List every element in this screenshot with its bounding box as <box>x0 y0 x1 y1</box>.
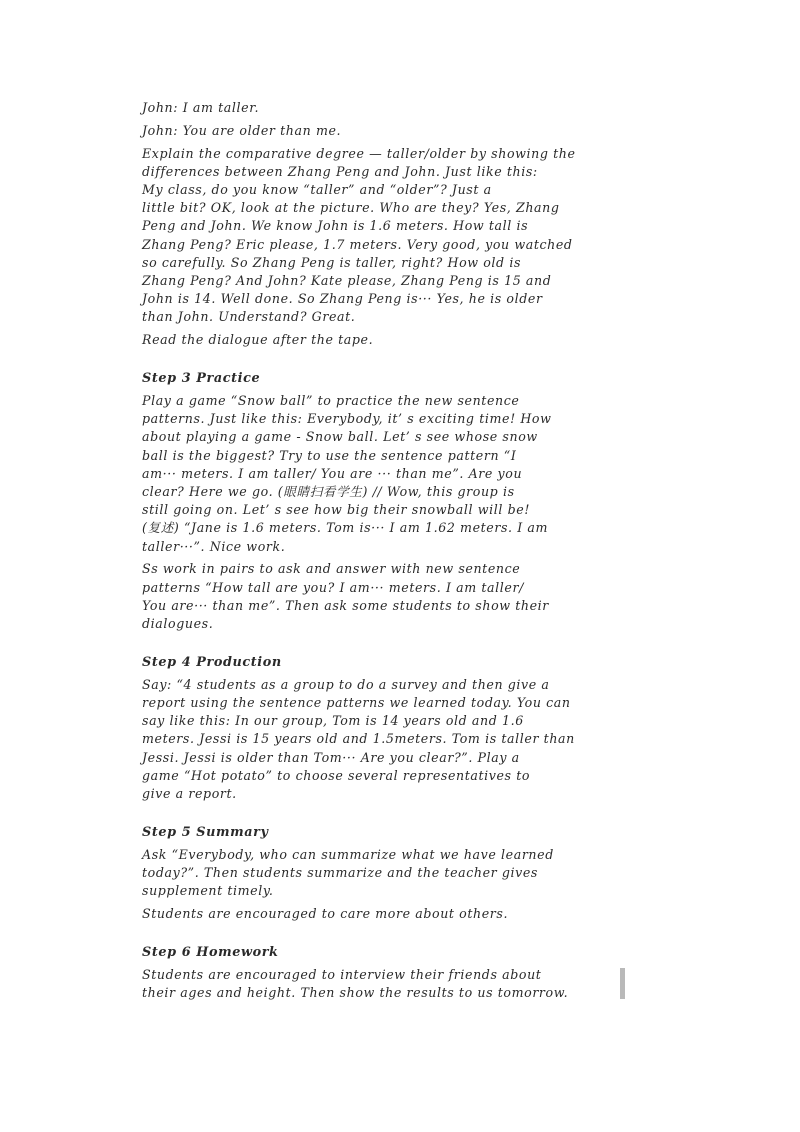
text-line: Zhang Peng? Eric please, 1.7 meters. Very good, you watched <box>142 236 573 252</box>
text-line: supplement timely. <box>142 883 274 899</box>
text-line: Ask “Everybody, who can summarize what we have learned <box>142 846 554 862</box>
text-line: ball is the biggest? Try to use the sentence pattern “I <box>142 447 517 463</box>
paragraph <box>142 846 612 901</box>
text-line: Jessi. Jessi is older than Tom··· Are you clear?”. Play a <box>142 749 520 765</box>
text-line: Say: “4 students as a group to do a survey and then give a <box>142 676 550 692</box>
paragraph <box>142 676 612 803</box>
text-line: report using the sentence patterns we learned today. You can <box>142 695 571 711</box>
text-line: Ss work in pairs to ask and answer with new sentence <box>142 561 521 577</box>
step6-heading: Step 6 Homework <box>142 944 279 960</box>
text-line: little bit? OK, look at the picture. Who are they? Yes, Zhang <box>142 200 560 216</box>
step-6-section <box>142 944 612 1002</box>
step-4-section <box>142 654 612 803</box>
text-line: Read the dialogue after the tape. <box>142 332 374 348</box>
step5-heading: Step 5 Summary <box>142 824 269 840</box>
text-line: am··· meters. I am taller/ You are ··· than me”. Are you <box>142 465 523 481</box>
text-line: about playing a game - Snow ball. Let’ s see whose snow <box>142 429 538 445</box>
text-line: meters. Jessi is 15 years old and 1.5meters. Tom is taller than <box>142 731 575 747</box>
scroll-marker <box>620 968 625 999</box>
text-line: their ages and height. Then show the results to us tomorrow. <box>142 985 569 1001</box>
document-body <box>142 99 612 1007</box>
step-3-section <box>142 370 612 633</box>
step-5-section <box>142 824 612 923</box>
text-line: Explain the comparative degree — taller/older by showing the <box>142 145 576 161</box>
text-line: John: I am taller. <box>142 100 260 115</box>
paragraph <box>142 145 612 327</box>
text-line: so carefully. So Zhang Peng is taller, right? How old is <box>142 254 522 270</box>
text-line: Students are encouraged to interview their friends about <box>142 966 542 982</box>
text-line: You are··· than me”. Then ask some students to show their <box>142 597 549 613</box>
text-line: patterns. Just like this: Everybody, it’ s exciting time! How <box>142 411 552 427</box>
paragraph <box>142 331 612 349</box>
text-line: game “Hot potato” to choose several representatives to <box>142 767 531 783</box>
text-line: Students are encouraged to care more about others. <box>142 906 509 922</box>
intro-section <box>142 99 612 349</box>
text-line: clear? Here we go. (眼睛扫看学生) // Wow, this group is <box>142 484 515 500</box>
text-line: than John. Understand? Great. <box>142 309 356 325</box>
paragraph <box>142 122 612 140</box>
paragraph <box>142 560 612 633</box>
paragraph <box>142 392 612 556</box>
text-line: taller···”. Nice work. <box>142 538 286 554</box>
text-line: today?”. Then students summarize and the teacher gives <box>142 865 538 881</box>
text-line: My class, do you know “taller” and “older”? Just a <box>142 182 492 197</box>
text-line: say like this: In our group, Tom is 14 years old and 1.6 <box>142 713 524 729</box>
text-line: (复述) “Jane is 1.6 meters. Tom is··· I am 1.62 meters. I am <box>142 520 549 536</box>
paragraph <box>142 966 612 1002</box>
step4-heading: Step 4 Production <box>142 654 282 670</box>
paragraph <box>142 99 612 117</box>
text-line: John: You are older than me. <box>142 122 342 138</box>
text-line: John is 14. Well done. So Zhang Peng is··· Yes, he is older <box>142 291 543 307</box>
text-line: patterns “How tall are you? I am··· meters. I am taller/ <box>142 579 524 595</box>
paragraph <box>142 905 612 923</box>
text-line: Zhang Peng? And John? Kate please, Zhang Peng is 15 and <box>142 273 552 289</box>
text-line: give a report. <box>142 786 237 802</box>
text-line: dialogues. <box>142 616 214 632</box>
text-line: differences between Zhang Peng and John. Just like this: <box>142 163 538 179</box>
text-line: still going on. Let’ s see how big their snowball will be! <box>142 502 530 518</box>
text-line: Play a game “Snow ball” to practice the new sentence <box>142 393 520 409</box>
step3-heading: Step 3 Practice <box>142 371 261 387</box>
text-line: Peng and John. We know John is 1.6 meters. How tall is <box>142 218 529 234</box>
